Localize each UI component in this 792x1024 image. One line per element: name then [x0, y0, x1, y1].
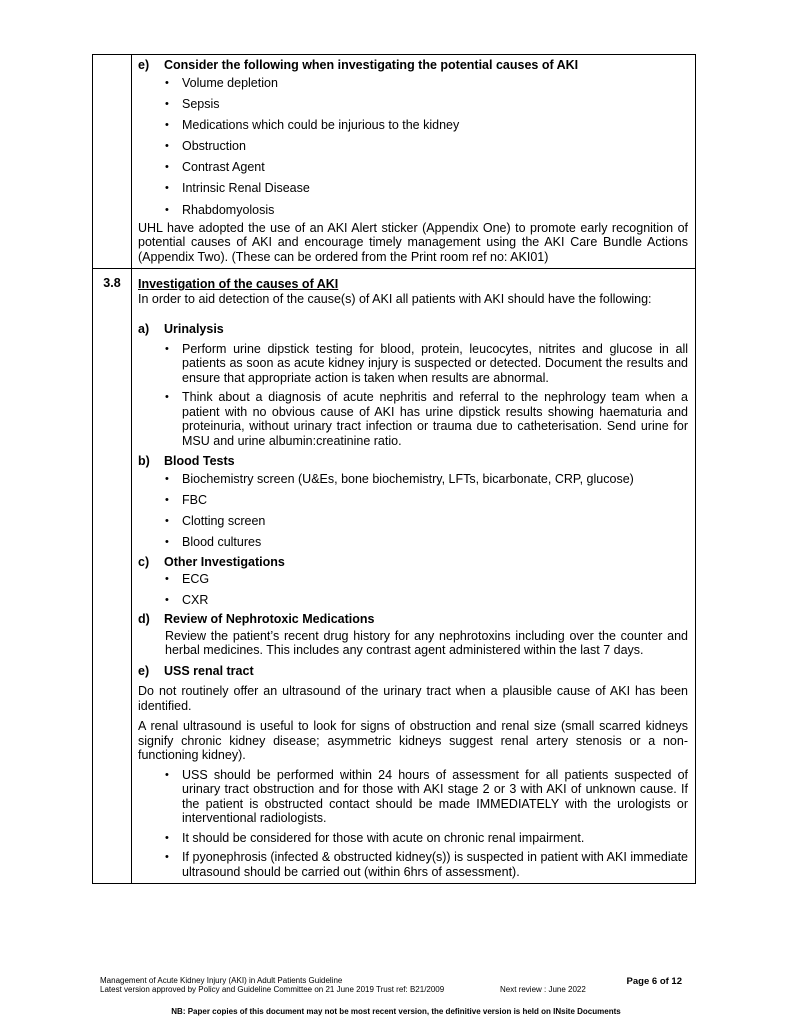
footer-doc-title: Management of Acute Kidney Injury (AKI) in Adult Patients Guideline [100, 976, 343, 985]
list-item: • It should be considered for those with acute on chronic renal impairment. [165, 831, 688, 846]
footer-approval: Latest version approved by Policy and Guideline Committee on 21 June 2019 Trust ref: B21/2009 [100, 985, 445, 994]
list-item: • Sepsis [165, 94, 688, 115]
other-investigations-heading-row [138, 555, 688, 570]
causes-heading-row [138, 58, 688, 73]
uss-paragraph-1: Do not routinely offer an ultrasound of the urinary tract when a plausible cause of AKI has been identified. [138, 684, 688, 713]
item-label: e) [138, 58, 150, 72]
list-item: • Obstruction [165, 136, 688, 157]
row-number-cell [93, 55, 132, 269]
uss-heading: USS renal tract [164, 663, 254, 678]
item-label: c) [138, 554, 150, 569]
section-title: Investigation of the causes of AKI [138, 277, 339, 292]
investigation-cell [132, 269, 696, 884]
nephrotoxic-text: Review the patient’s recent drug history for any nephrotoxins including over the counter and herbal medicines. This includes any contrast agent administered within the last 7 days. [165, 628, 688, 658]
item-label: b) [138, 454, 150, 469]
nephrotoxic-heading: Review of Nephrotoxic Medications [164, 612, 375, 627]
footer-review-date: Next review : June 2022 [500, 985, 586, 994]
list-item: • Volume depletion [165, 73, 688, 94]
causes-cell [132, 55, 696, 269]
list-item: • If pyonephrosis (infected & obstructed kidney(s)) is suspected in patient with AKI immediate ultrasound should be carried out (within 6hrs of assessment). [165, 850, 688, 879]
list-item: • ECG [165, 569, 688, 590]
list-item: • FBC [165, 490, 688, 511]
list-item: • Contrast Agent [165, 157, 688, 178]
item-label: a) [138, 322, 150, 337]
other-investigations-heading: Other Investigations [164, 554, 285, 569]
causes-list [138, 73, 688, 221]
list-item: • Rhabdomyolosis [165, 200, 688, 221]
urinalysis-heading-row [138, 322, 688, 337]
list-item: • Clotting screen [165, 511, 688, 532]
footer-page-area [100, 976, 690, 986]
uss-paragraph-2: A renal ultrasound is useful to look for signs of obstruction and renal size (small scarred kidneys signify chronic kidney disease; asymmetric kidneys suggest renal artery stenosis or a non-functioning kidney). [138, 719, 688, 763]
page-number: Page 6 of 12 [626, 976, 682, 987]
guideline-table [92, 54, 696, 884]
section-number: 3.8 [93, 269, 132, 884]
other-investigations-list [138, 569, 688, 611]
list-item: • USS should be performed within 24 hours of assessment for all patients suspected of urinary tract obstruction and for those with AKI stage 2 or 3 with AKI of unknown cause. If the patient is obstructed contact should be made IMMEDIATELY with the urologists or interventional radiologists. [165, 768, 688, 826]
section-intro: In order to aid detection of the cause(s) of AKI all patients with AKI should have the following: [138, 291, 652, 306]
list-item: • Perform urine dipstick testing for blood, protein, leucocytes, nitrites and glucose in all patients as soon as acute kidney injury is suspected or detected. Document the results and ensure that appropriate action is taken when results are abnormal. [165, 342, 688, 386]
list-item: • Intrinsic Renal Disease [165, 178, 688, 199]
list-item: • Biochemistry screen (U&Es, bone biochemistry, LFTs, bicarbonate, CRP, glucose) [165, 469, 688, 490]
urinalysis-list [138, 342, 688, 449]
list-item: • CXR [165, 590, 688, 611]
table-row [93, 269, 696, 884]
blood-tests-heading: Blood Tests [164, 454, 235, 469]
item-label: e) [138, 663, 150, 678]
urinalysis-heading: Urinalysis [164, 322, 224, 337]
blood-tests-list [138, 469, 688, 554]
uss-heading-row [138, 664, 688, 679]
aki-alert-paragraph: UHL have adopted the use of an AKI Alert sticker (Appendix One) to promote early recognition of potential causes of AKI and encourage timely management using the AKI Care Bundle Actions (Appendix Two). (These can be ordered from the Print room ref no: AKI01) [138, 220, 688, 264]
causes-heading: Consider the following when investigating the potential causes of AKI [164, 58, 579, 72]
item-label: d) [138, 612, 150, 627]
uss-list [138, 768, 688, 880]
list-item: • Think about a diagnosis of acute nephritis and referral to the nephrology team when a patient with no obvious cause of AKI has urine dipstick results showing haematuria and proteinuria, without urinary tract infection or trauma due to catheterisation. Send urine for MSU and urine albumin:creatinine ratio. [165, 390, 688, 448]
list-item: • Blood cultures [165, 532, 688, 553]
table-row [93, 55, 696, 269]
list-item: • Medications which could be injurious to the kidney [165, 115, 688, 136]
blood-tests-heading-row [138, 454, 688, 469]
footer-nb-note: NB: Paper copies of this document may not be most recent version, the definitive version is held on INsite Documents [171, 1007, 621, 1016]
nephrotoxic-heading-row [138, 612, 688, 627]
